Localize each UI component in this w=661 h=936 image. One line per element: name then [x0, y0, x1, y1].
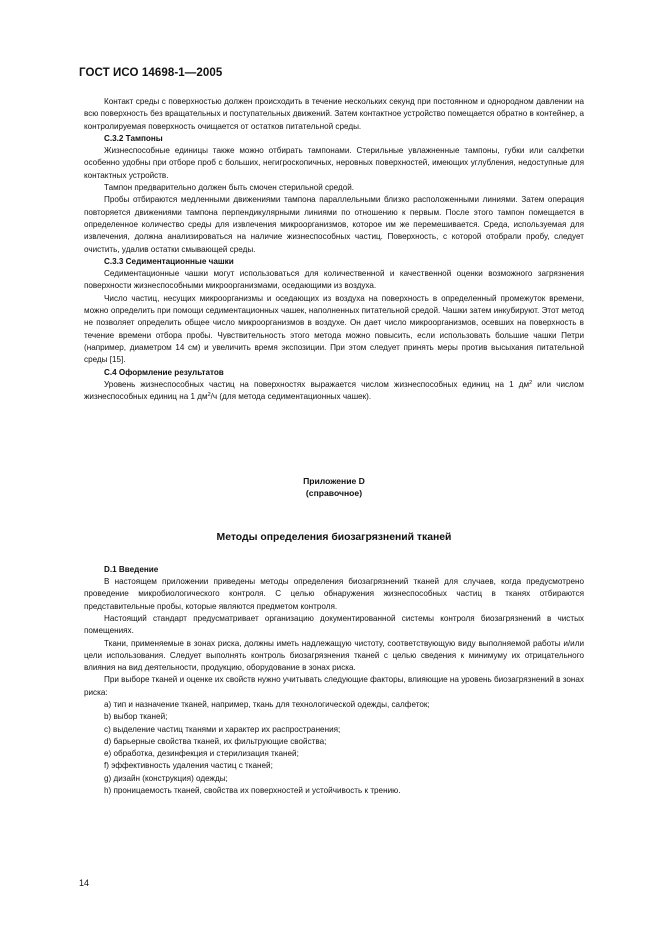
- paragraph-d3: Ткани, применяемые в зонах риска, должны иметь надлежащую чистоту, соответствующую виду выполняемой работы и/или цели использования. Следует выполнять контроль биозагрязнения тканей с целью сведения к минимуму их отрицательного влияния на вид деятельности, продукцию, оборудование в зонах риска.: [84, 638, 584, 673]
- list-item: g) дизайн (конструкция) одежды;: [104, 773, 228, 783]
- appendix-label: Приложение D: [303, 476, 365, 487]
- list-item: f) эффективность удаления частиц с тканей;: [104, 761, 273, 771]
- spacer: [84, 545, 584, 564]
- list-item: а) тип и назначение тканей, например, ткань для технологической одежды, салфеток;: [104, 699, 430, 709]
- paragraph-sed-1: Седиментационные чашки могут использоваться для количественной и качественной оценки возможного загрязнения поверхности жизнеспособными микроорганизмами, оседающими из воздуха.: [84, 269, 584, 291]
- paragraph-swab-3: Пробы отбираются медленными движениями тампона параллельными близко расположенными линиями. Затем операция повторяется движениями тампона перпендикулярными линиями по отношению к первым. После этого тампон помещается в определенное количество среды для извлечения микроорганизмов, которое им же перемешивается. Среда, используемая для извлечения, должна анализироваться на наличие жизнеспособных частиц. Поверхность, с которой отобрали пробу, следует очистить, удалив остатки смывающей среды.: [84, 195, 584, 254]
- paragraph-d2: Настоящий стандарт предусматривает организацию документированной системы контроля биозагрязнений в чистых помещениях.: [84, 613, 584, 636]
- results-sup-1: 2: [529, 379, 533, 386]
- list-item: d) барьерные свойства тканей, их фильтрующие свойства;: [104, 736, 327, 746]
- paragraph-contact: Контакт среды с поверхностью должен происходить в течение нескольких секунд при постоянном и однородном давлении на всю поверхность без вращательных и поступательных движений. Затем контактное устройство помещается обратно в контейнер, а контролируемая поверхность очищается от остатков питательной среды.: [84, 97, 584, 131]
- paragraph-d1: В настоящем приложении приведены методы определения биозагрязнений тканей для случаев, когда предусмотрено проведение микробиологического контроля. С целью обнаружения жизнеспособных частиц в тканях отбираются представительные пробы, которые являются предметом контроля.: [84, 577, 584, 611]
- results-sup-2: 2: [207, 392, 211, 399]
- results-text-a: Уровень жизнеспособных частиц на поверхностях выражается числом жизнеспособных единиц на 1 дм: [104, 379, 530, 389]
- paragraph-sed-2: Число частиц, несущих микроорганизмы и оседающих из воздуха на поверхность в определенный промежуток времени, можно определить при помощи седиментационных чашек, наполненных питательной средой. Чашки затем инкубируют. Этот метод не позволяет определить общее число микроорганизмов в воздухе. Он дает число микроорганизмов, осевших на поверхность в течение времени отбора пробы. Чувствительность этого метода можно повысить, если использовать большие чашки Петри (например, диаметром 14 см) и увеличить время экспозиции. При этом следует принять меры против высыхания питательной среды [15].: [84, 293, 584, 365]
- results-text-b: или числом жизнеспособных единиц на 1 дм: [84, 379, 584, 402]
- page-number: 14: [79, 878, 90, 888]
- paragraph-swab-2: Тампон предварительно должен быть смочен стерильной средой.: [104, 183, 355, 193]
- document-body: [84, 96, 584, 797]
- heading-c33: С.3.3 Седиментационные чашки: [104, 256, 234, 266]
- list-item: c) выделение частиц тканями и характер их распространения;: [104, 724, 341, 734]
- list-item: e) обработка, дезинфекция и стерилизация тканей;: [104, 749, 299, 759]
- paragraph-swab-1: Жизнеспособные единицы также можно отбирать тампонами. Стерильные увлажненные тампоны, губки или салфетки особенно удобны при отборе проб с больших, негигроскопичных, неровных поверхностей, имеющих углубления, недоступные для контактных устройств.: [84, 146, 584, 180]
- document-header-title: ГОСТ ИСО 14698-1—2005: [79, 67, 223, 79]
- spacer: [84, 499, 584, 532]
- appendix-title: Методы определения биозагрязнений тканей: [216, 532, 452, 544]
- results-text-c: /ч (для метода седиментационных чашек).: [210, 392, 372, 402]
- spacer: [84, 403, 584, 475]
- paragraph-d4: При выборе тканей и оценке их свойств нужно учитывать следующие факторы, влияющие на уровень биозагрязнений в зонах риска:: [84, 675, 584, 697]
- list-item: h) проницаемость тканей, свойства их поверхностей и устойчивость к трению.: [104, 786, 401, 796]
- paragraph-results: [84, 379, 584, 404]
- list-item: b) выбор тканей;: [104, 712, 168, 722]
- heading-c32: С.3.2 Тампоны: [104, 133, 163, 143]
- heading-c4: С.4 Оформление результатов: [104, 367, 224, 377]
- appendix-kind: (справочное): [305, 488, 363, 499]
- heading-d1: D.1 Введение: [104, 564, 159, 574]
